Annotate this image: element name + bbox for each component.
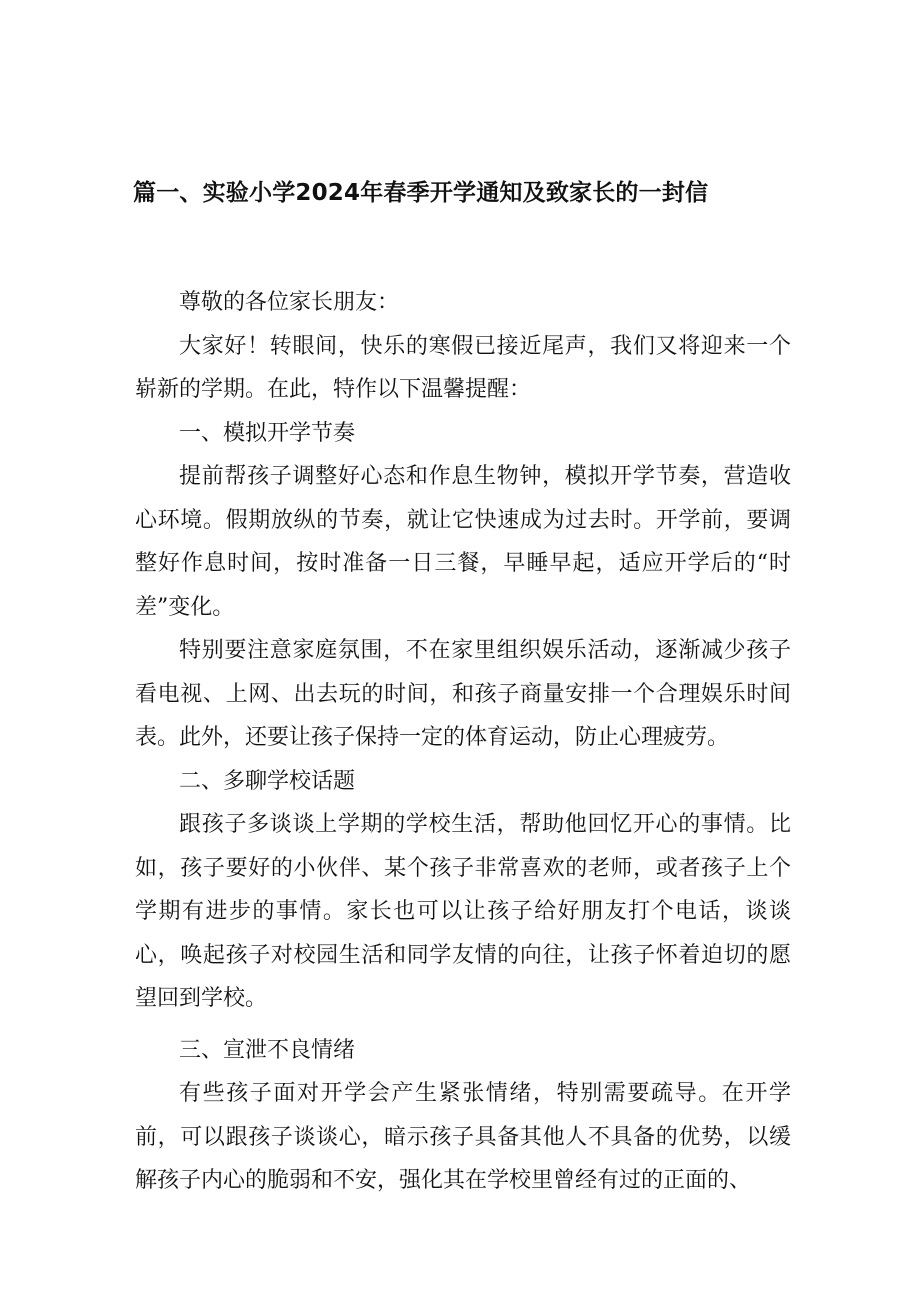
- section-3-paragraph-1: 有些孩子面对开学会产生紧张情绪，特别需要疏导。在开学前，可以跟孩子谈谈心，暗示孩子具备其他人不具备的优势，以缓解孩子内心的脆弱和不安，强化其在学校里曾经有过的正面的、: [135, 1081, 791, 1193]
- section-heading-1: 一、模拟开学节奏: [179, 420, 356, 446]
- intro-paragraph: 大家好！转眼间，快乐的寒假已接近尾声，我们又将迎来一个崭新的学期。在此，特作以下温馨提醒：: [135, 333, 791, 402]
- section-heading-3: 三、宣泄不良情绪: [179, 1037, 356, 1063]
- section-1-paragraph-2: 特别要注意家庭氛围，不在家里组织娱乐活动，逐渐减少孩子看电视、上网、出去玩的时间，和孩子商量安排一个合理娱乐时间表。此外，还要让孩子保持一定的体育运动，防止心理疲劳。: [135, 638, 791, 750]
- document-title: 篇一、实验小学2024年春季开学通知及致家长的一封信: [133, 180, 709, 206]
- salutation: 尊敬的各位家长朋友：: [179, 290, 400, 315]
- section-2-paragraph-1: 跟孩子多谈谈上学期的学校生活，帮助他回忆开心的事情。比如，孩子要好的小伙伴、某个孩子非常喜欢的老师，或者孩子上个学期有进步的事情。家长也可以让孩子给好朋友打个电话，谈谈心，唤起孩子对校园生活和同学友情的向往，让孩子怀着迫切的愿望回到学校。: [135, 812, 791, 1011]
- section-heading-2: 二、多聊学校话题: [179, 768, 356, 794]
- letter-body: [135, 281, 791, 1203]
- section-1-paragraph-1: 提前帮孩子调整好心态和作息生物钟，模拟开学节奏，营造收心环境。假期放纵的节奏，就让它快速成为过去时。开学前，要调整好作息时间，按时准备一日三餐，早睡早起，适应开学后的“时差”变化。: [135, 464, 791, 620]
